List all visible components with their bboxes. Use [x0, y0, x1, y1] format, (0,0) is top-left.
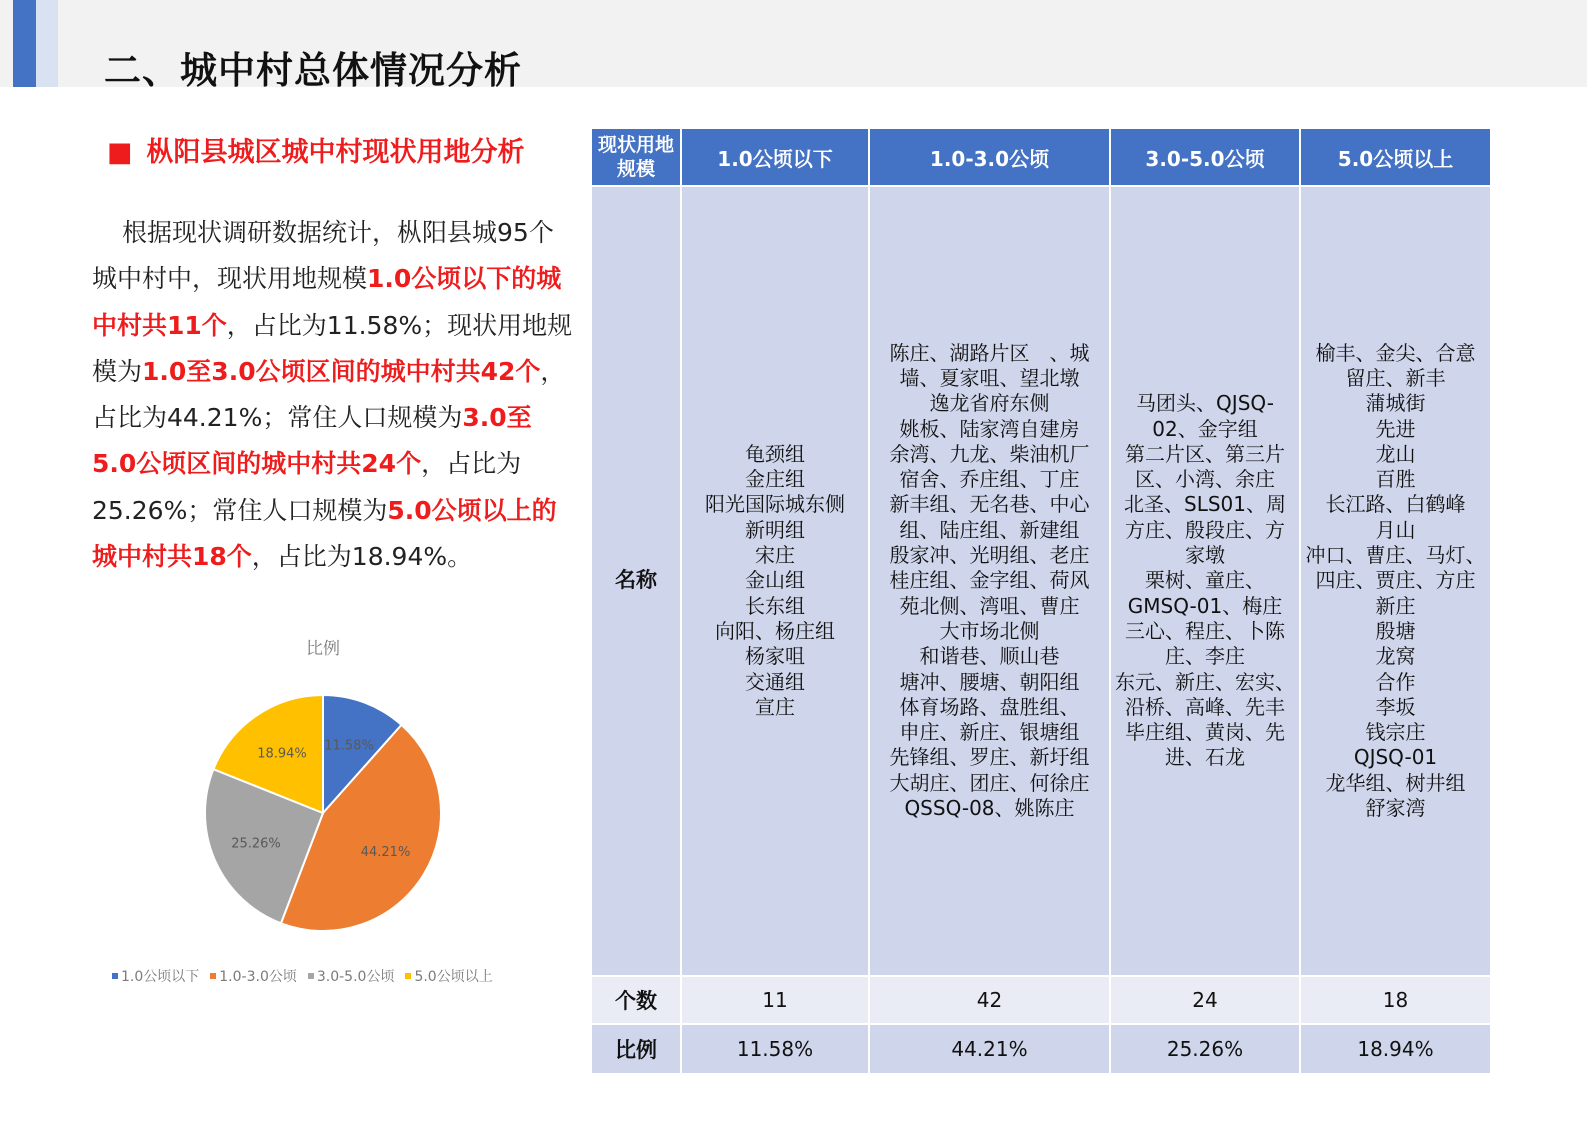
- legend-swatch-3: [308, 973, 314, 979]
- section-heading-text: 枞阳县城区城中村现状用地分析: [146, 137, 525, 168]
- table-row-count: [591, 976, 1491, 1024]
- count-cell: 24: [1110, 976, 1300, 1024]
- intro-text-2: ，占比为11.58%；现状用地规模为: [92, 310, 573, 386]
- pie-data-label: 44.21%: [360, 844, 411, 860]
- legend-label: 5.0公顷以上: [414, 969, 493, 985]
- pie-data-label: 25.26%: [231, 836, 281, 852]
- count-cell: 18: [1300, 976, 1491, 1024]
- intro-text-3: ，占比为44.21%；常住人口规模为: [92, 356, 566, 433]
- legend-label: 1.0-3.0公顷: [219, 969, 297, 985]
- ratio-cell: 11.58%: [681, 1024, 869, 1074]
- pie-data-label: 11.58%: [324, 738, 374, 754]
- square-bullet-icon: ■: [107, 137, 133, 168]
- row-label-count: 个数: [591, 976, 681, 1024]
- legend-swatch-2: [210, 973, 216, 979]
- row-label-ratio: 比例: [591, 1024, 681, 1074]
- count-cell: 42: [869, 976, 1110, 1024]
- legend-item: [210, 966, 297, 986]
- land-scale-table: [590, 127, 1492, 1075]
- table-header-cell: 5.0公顷以上: [1300, 128, 1491, 186]
- section-heading: [107, 130, 525, 169]
- ratio-cell: 25.26%: [1110, 1024, 1300, 1074]
- intro-highlight-4: 5.0公顷以上的城中村共18个: [92, 495, 557, 572]
- ratio-cell: 18.94%: [1300, 1024, 1491, 1074]
- page-title: 二、城中村总体情况分析: [104, 49, 522, 92]
- legend-item: [112, 966, 199, 986]
- pie-legend: [112, 966, 493, 986]
- ratio-cell: 44.21%: [869, 1024, 1110, 1074]
- count-cell: 11: [681, 976, 869, 1024]
- table-header-row: [591, 128, 1491, 186]
- intro-highlight-3: 3.0至5.0公顷区间的城中村共24个: [92, 403, 532, 479]
- legend-label: 1.0公顷以下: [121, 969, 200, 985]
- table-header-cell: 1.0-3.0公顷: [869, 128, 1110, 186]
- intro-paragraph: [92, 210, 574, 580]
- intro-text-5: ，占比为18.94%。: [251, 542, 473, 572]
- table-row-ratio: [591, 1024, 1491, 1074]
- row-label-names: 名称: [591, 186, 681, 976]
- header-accent-bar: [13, 0, 36, 87]
- header-accent-bar-light: [36, 0, 58, 87]
- table-header-cell: 1.0公顷以下: [681, 128, 869, 186]
- legend-swatch-4: [405, 973, 411, 979]
- intro-highlight-1: 1.0公顷以下的城中村共11个: [92, 264, 562, 340]
- pie-data-label: 18.94%: [257, 746, 307, 762]
- table-row-names: [591, 186, 1491, 976]
- intro-text-4: ，占比为25.26%；常住人口规模为: [92, 449, 522, 525]
- table-header-cell: 3.0-5.0公顷: [1110, 128, 1300, 186]
- intro-text-1: 根据现状调研数据统计，枞阳县城95个城中村中，现状用地规模: [92, 218, 554, 294]
- pie-chart: [190, 680, 460, 950]
- names-cell: 龟颈组 金庄组 阳光国际城东侧 新明组 宋庄 金山组 长东组 向阳、杨庄组 杨家咀 交通组 宣庄: [681, 186, 869, 976]
- intro-highlight-2: 1.0至3.0公顷区间的城中村共42个: [142, 356, 541, 386]
- legend-label: 3.0-5.0公顷: [316, 969, 395, 985]
- names-cell: 榆丰、金尖、合意 留庄、新丰 蒲城街 先进 龙山 百胜 长江路、白鹤峰 月山 冲口、曹庄、马灯、 四庄、贾庄、方庄 新庄 殷塘 龙窝 合作 李坂 钱宗庄 QJSQ-01 龙华组、树井组 舒家湾: [1300, 186, 1491, 976]
- names-cell: 陈庄、湖路片区 、城 墙、夏家咀、望北墩 逸龙省府东侧 姚板、陆家湾自建房 余湾、九龙、柴油机厂 宿舍、乔庄组、丁庄 新丰组、无名巷、中心 组、陆庄组、新建组 殷家冲、光明组、老庄 桂庄组、金字组、荷风 苑北侧、湾咀、曹庄 大市场北侧 和谐巷、顺山巷 塘冲、腰塘、朝阳组 体育场路、盘胜组、 申庄、新庄、银塘组 先锋组、罗庄、新圩组 大胡庄、团庄、何徐庄 QSSQ-08、姚陈庄: [869, 186, 1110, 976]
- names-cell: 马团头、QJSQ- 02、金字组 第二片区、第三片 区、小湾、余庄 北圣、SLS01、周 方庄、殷段庄、方 家墩 栗树、童庄、 GMSQ-01、梅庄 三心、程庄、卜陈 庄、李庄 东元、新庄、宏实、 沿桥、高峰、先丰 毕庄组、黄岗、先 进、石龙: [1110, 186, 1300, 976]
- legend-item: [308, 966, 395, 986]
- legend-item: [405, 966, 492, 986]
- table-header-cell: 现状用地规模: [591, 128, 681, 186]
- legend-swatch-1: [112, 973, 118, 979]
- pie-chart-title: 比例: [306, 639, 340, 659]
